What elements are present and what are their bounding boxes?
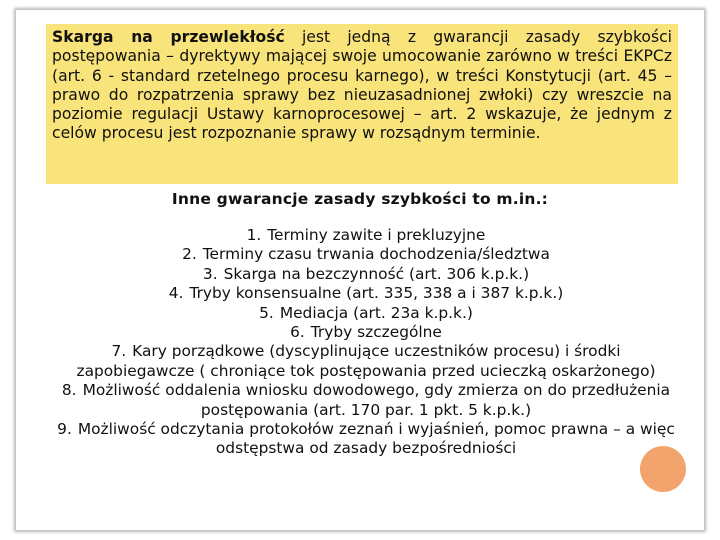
list-item: 7. Kary porządkowe (dyscyplinujące uczestników procesu) i środki zapobiegawcze ( chroniące tok postępowania przed ucieczką oskarżonego) xyxy=(76,342,656,380)
list-item: 3. Skarga na bezczynność (art. 306 k.p.k.) xyxy=(202,264,530,283)
list-item: 6. Tryby szczególne xyxy=(290,323,442,342)
list-item: 4. Tryby konsensualne (art. 335, 338 a i 387 k.p.k.) xyxy=(168,284,564,303)
list-item: 5. Mediacja (art. 23a k.p.k.) xyxy=(259,303,473,322)
list-item: 9. Możliwość odczytania protokołów zeznań i wyjaśnień, pomoc prawna – a więc odstępstwa od zasady bezpośredniości xyxy=(57,420,675,458)
subheading: Inne gwarancje zasady szybkości to m.in.: xyxy=(171,190,549,208)
intro-text: jest jedną z gwarancji zasady szybkości postępowania – dyrektywy mającej swoje umocowanie zarówno w treści EKPCz (art. 6 - standard rzetelnego procesu karnego), w treści Konstytucji (art. 45 – prawo do rozpatrzenia sprawy bez nieuzasadnionej zwłoki) czy wreszcie na poziomie regulacji Ustawy karnoprocesowej – art. 2 wskazuje, że jednym z celów procesu jest rozpoznanie sprawy w rozsądnym terminie. xyxy=(52,28,672,143)
accent-circle xyxy=(640,446,686,492)
list-item: 8. Możliwość oddalenia wniosku dowodowego, gdy zmierza on do przedłużenia postępowania (art. 170 par. 1 pkt. 5 k.p.k.) xyxy=(61,381,671,419)
list-item: 2. Terminy czasu trwania dochodzenia/śledztwa xyxy=(182,245,550,264)
intro-lead: Skarga na przewlekłość xyxy=(52,28,285,46)
intro-highlight-box xyxy=(46,24,678,184)
list-item: 1. Terminy zawite i prekluzyjne xyxy=(246,226,486,244)
guarantees-list xyxy=(52,226,680,459)
